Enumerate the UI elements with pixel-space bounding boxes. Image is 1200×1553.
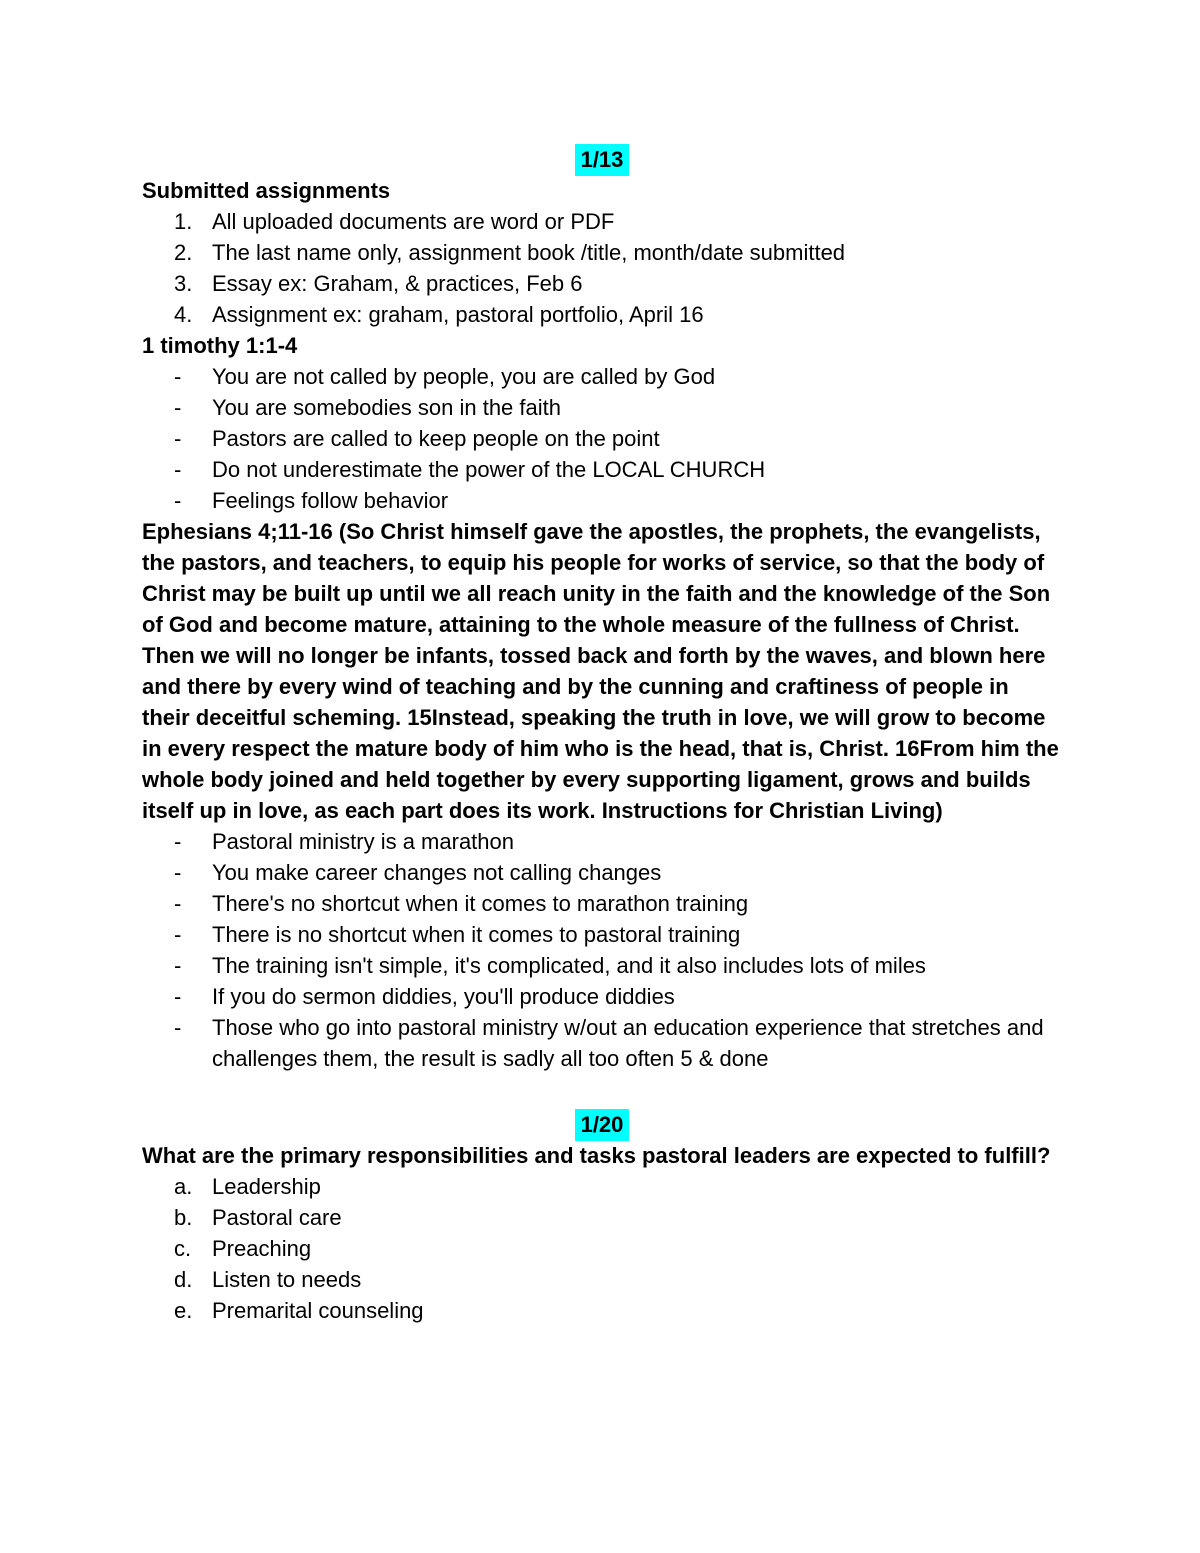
- list-marker: 4.: [174, 302, 193, 327]
- date-heading-row: [142, 144, 1062, 175]
- list-marker: e.: [174, 1298, 193, 1323]
- list-item: [142, 299, 1062, 330]
- list-item-text: Premarital counseling: [212, 1298, 424, 1323]
- list-marker: b.: [174, 1205, 193, 1230]
- list-item-text: Those who go into pastoral ministry w/out an education experience that stretches and challenges them, the result is sadly all too often 5 & done: [212, 1015, 1044, 1071]
- list-item-text: Pastoral ministry is a marathon: [212, 829, 514, 854]
- list-item-text: You make career changes not calling changes: [212, 860, 662, 885]
- list-marker: -: [174, 395, 182, 420]
- submitted-assignments-list: [142, 206, 1062, 330]
- list-marker: -: [174, 860, 182, 885]
- list-item: [142, 392, 1062, 423]
- list-item: [142, 1202, 1062, 1233]
- list-marker: -: [174, 426, 182, 451]
- responsibilities-list: [142, 1171, 1062, 1326]
- list-item: [142, 361, 1062, 392]
- list-item: [142, 950, 1062, 981]
- list-item: [142, 888, 1062, 919]
- list-item-text: Feelings follow behavior: [212, 488, 449, 513]
- list-item: [142, 981, 1062, 1012]
- list-marker: -: [174, 1015, 182, 1040]
- list-marker: -: [174, 488, 182, 513]
- list-marker: c.: [174, 1236, 192, 1261]
- list-item-text: Pastors are called to keep people on the point: [212, 426, 660, 451]
- list-item: [142, 485, 1062, 516]
- list-item: [142, 919, 1062, 950]
- list-item: [142, 1012, 1062, 1074]
- list-marker: -: [174, 922, 182, 947]
- list-item: [142, 206, 1062, 237]
- list-marker: 1.: [174, 209, 193, 234]
- list-marker: -: [174, 829, 182, 854]
- list-marker: -: [174, 984, 182, 1009]
- list-item-text: Leadership: [212, 1174, 321, 1199]
- list-item-text: The training isn't simple, it's complicated, and it also includes lots of miles: [212, 953, 926, 978]
- section-heading-submitted: Submitted assignments: [142, 178, 391, 203]
- list-marker: -: [174, 891, 182, 916]
- question-heading: What are the primary responsibilities and tasks pastoral leaders are expected to fulfill?: [142, 1143, 1051, 1168]
- list-item: [142, 1295, 1062, 1326]
- list-item-text: Essay ex: Graham, & practices, Feb 6: [212, 271, 583, 296]
- list-marker: d.: [174, 1267, 193, 1292]
- list-item-text: You are somebodies son in the faith: [212, 395, 561, 420]
- list-item: [142, 826, 1062, 857]
- list-item: [142, 237, 1062, 268]
- list-item-text: Assignment ex: graham, pastoral portfolio, April 16: [212, 302, 704, 327]
- list-item: [142, 1171, 1062, 1202]
- list-item: [142, 454, 1062, 485]
- list-marker: -: [174, 457, 182, 482]
- list-marker: 3.: [174, 271, 193, 296]
- section-heading-timothy: 1 timothy 1:1-4: [142, 333, 298, 358]
- list-item-text: Listen to needs: [212, 1267, 362, 1292]
- date-heading-row: [142, 1109, 1062, 1140]
- list-item-text: There is no shortcut when it comes to pastoral training: [212, 922, 741, 947]
- list-item-text: Preaching: [212, 1236, 312, 1261]
- list-item-text: Pastoral care: [212, 1205, 342, 1230]
- section-spacer: [142, 1074, 1062, 1105]
- list-marker: -: [174, 364, 182, 389]
- list-marker: -: [174, 953, 182, 978]
- timothy-notes-list: [142, 361, 1062, 516]
- date-heading: 1/20: [575, 1109, 630, 1141]
- list-marker: a.: [174, 1174, 193, 1199]
- list-item: [142, 1233, 1062, 1264]
- list-item: [142, 268, 1062, 299]
- list-item-text: All uploaded documents are word or PDF: [212, 209, 615, 234]
- list-item-text: You are not called by people, you are called by God: [212, 364, 716, 389]
- list-item-text: Do not underestimate the power of the LOCAL CHURCH: [212, 457, 766, 482]
- ephesians-notes-list: [142, 826, 1062, 1074]
- list-item-text: There's no shortcut when it comes to marathon training: [212, 891, 749, 916]
- list-item: [142, 1264, 1062, 1295]
- list-item-text: The last name only, assignment book /title, month/date submitted: [212, 240, 846, 265]
- date-heading: 1/13: [575, 144, 630, 176]
- list-item: [142, 857, 1062, 888]
- list-marker: 2.: [174, 240, 193, 265]
- document-page: [142, 140, 1062, 1326]
- list-item: [142, 423, 1062, 454]
- list-item-text: If you do sermon diddies, you'll produce diddies: [212, 984, 675, 1009]
- ephesians-passage: Ephesians 4;11-16 (So Christ himself gave the apostles, the prophets, the evangelists, the pastors, and teachers, to equip his people for works of service, so that the body of Christ may be built up until we all reach unity in the faith and the knowledge of the Son of God and become mature, attaining to the whole measure of the fullness of Christ. Then we will no longer be infants, tossed back and forth by the waves, and blown here and there by every wind of teaching and by the cunning and craftiness of people in their deceitful scheming. 15Instead, speaking the truth in love, we will grow to become in every respect the mature body of him who is the head, that is, Christ. 16From him the whole body joined and held together by every supporting ligament, grows and builds itself up in love, as each part does its work. Instructions for Christian Living): [142, 519, 1059, 823]
